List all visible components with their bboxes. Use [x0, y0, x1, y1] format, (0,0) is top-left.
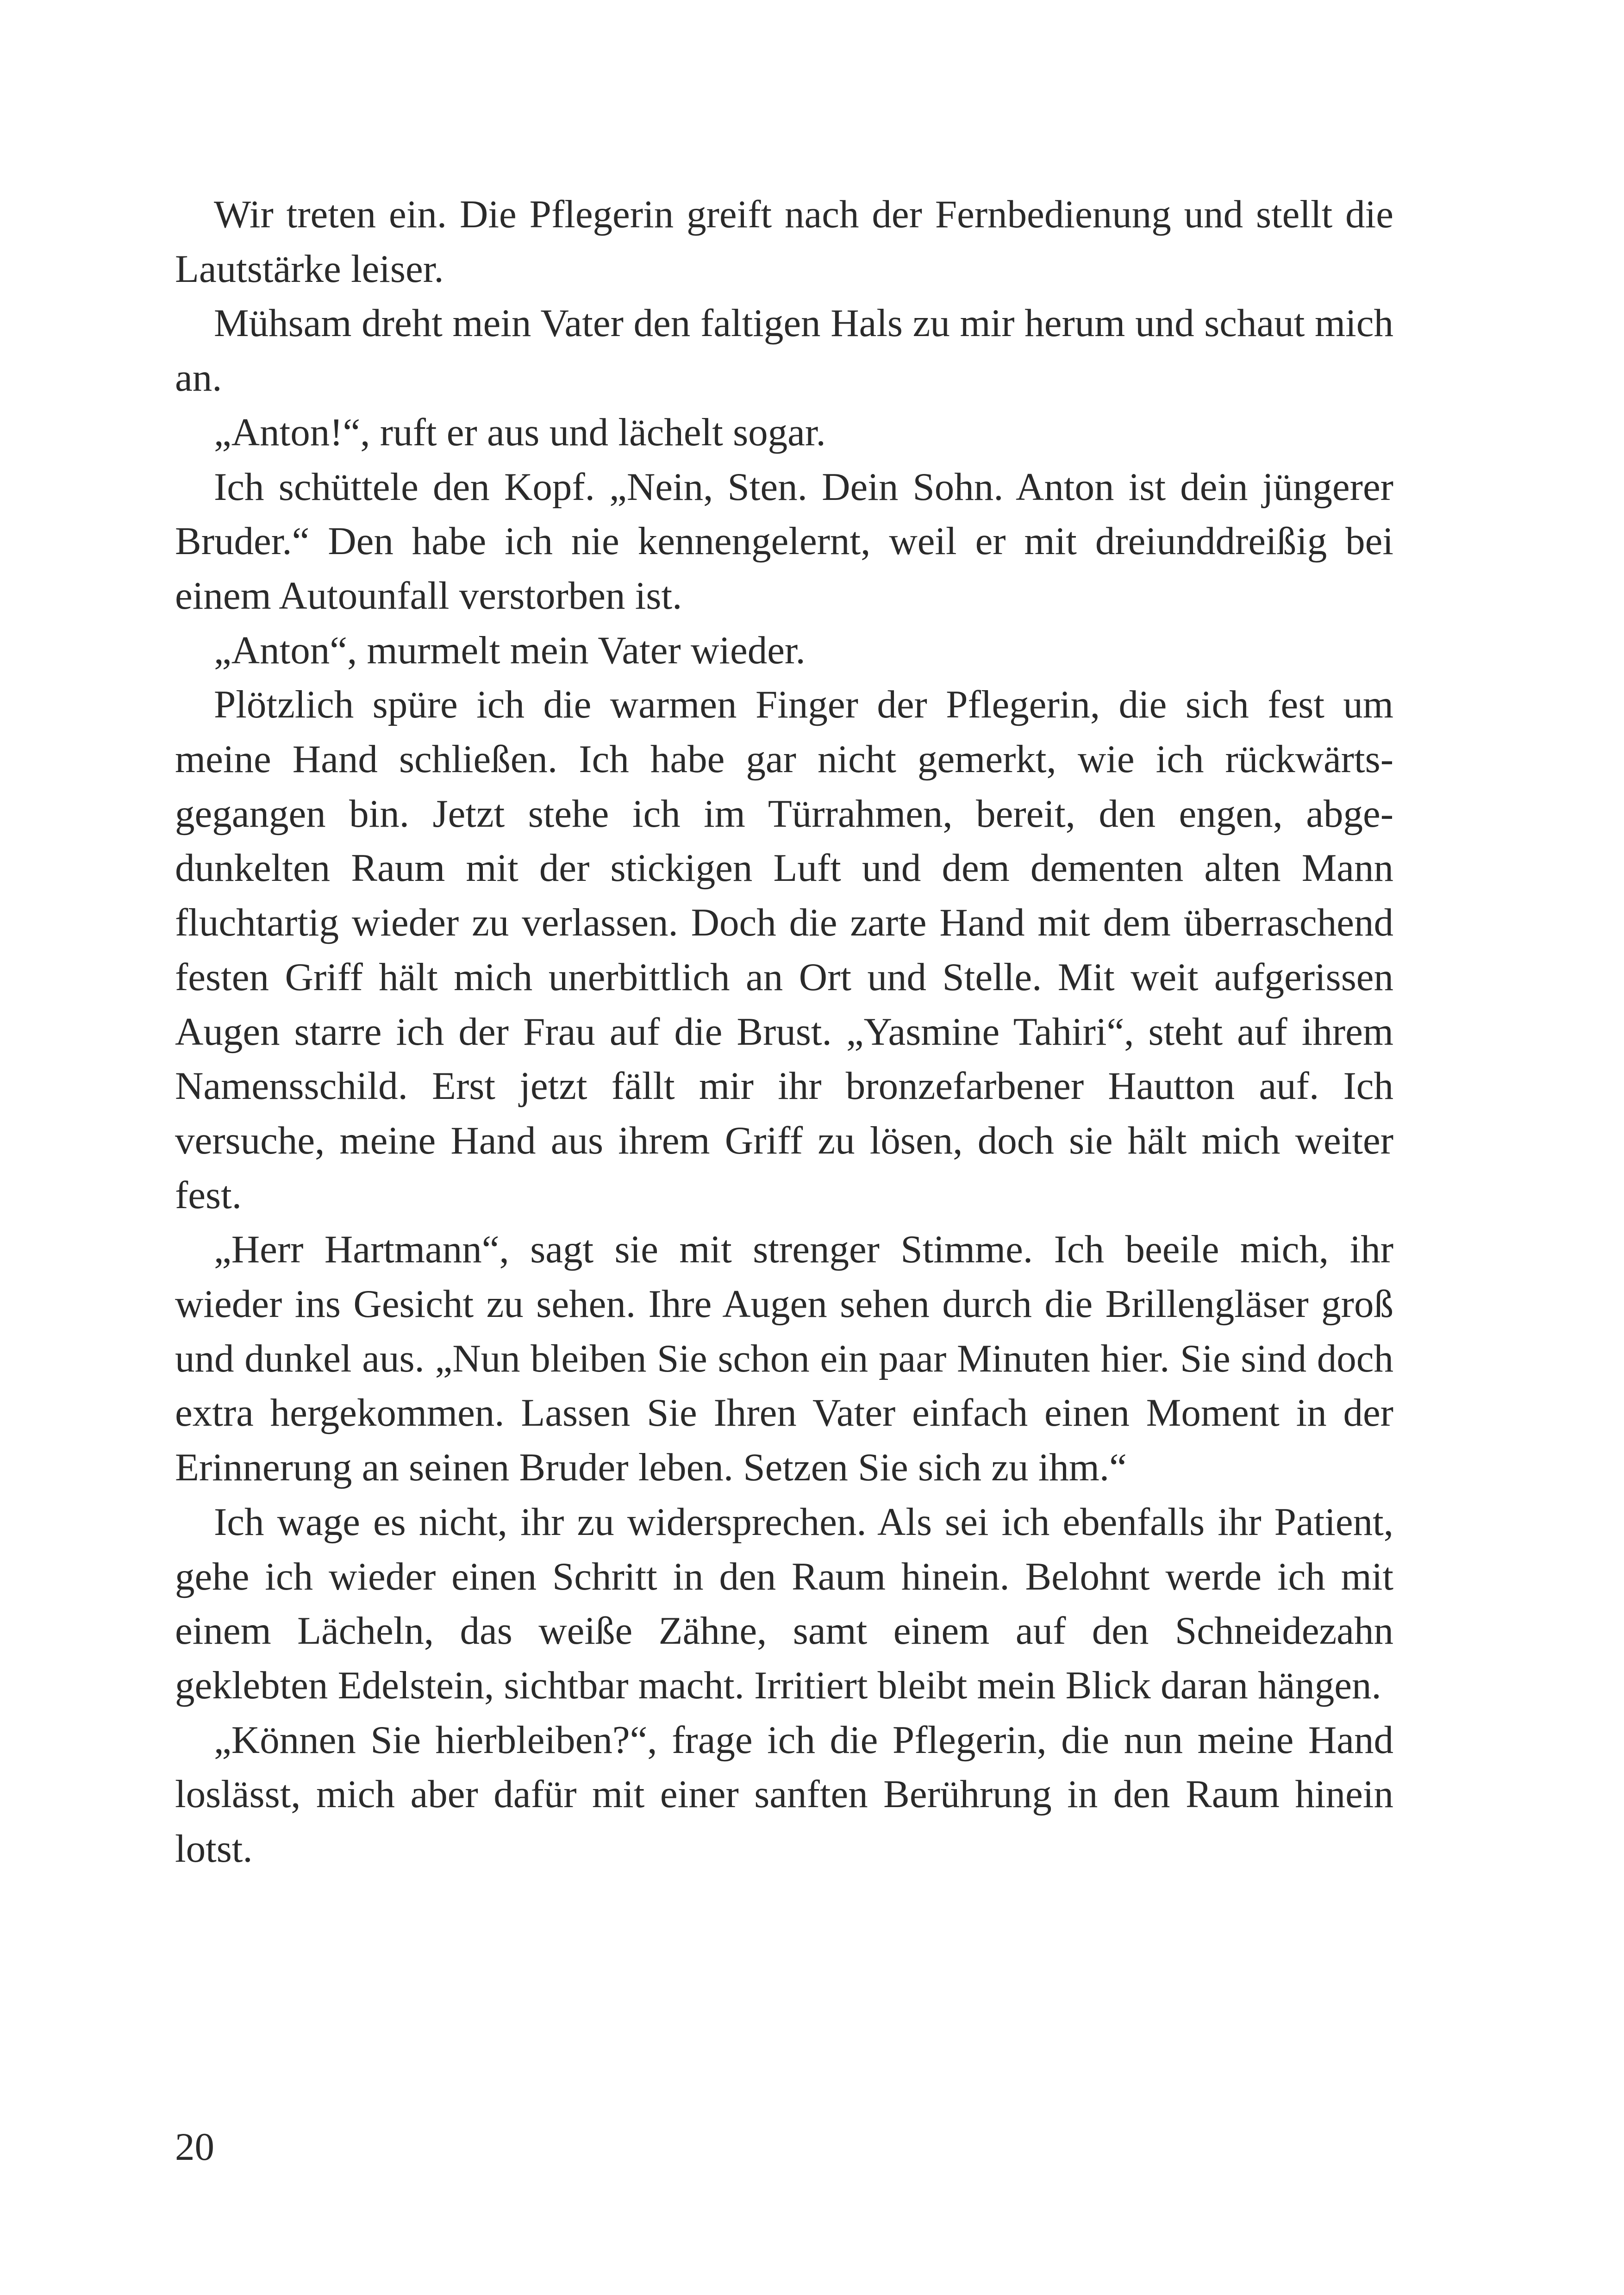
paragraph: „Herr Hartmann“, sagt sie mit strenger Stimme. Ich beeile mich, ihr wieder ins Gesicht zu sehen. Ihre Augen sehen durch die Brillengläser groß und dunkel aus. „Nun bleiben Sie schon ein paar Minuten hier. Sie sind doch extra hergekommen. Lassen Sie Ihren Vater einfach einen Moment in der Erinnerung an seinen Bruder leben. Setzen Sie sich zu ihm.“: [175, 1228, 1393, 1490]
paragraph: Ich schüttele den Kopf. „Nein, Sten. Dein Sohn. Anton ist dein jüngerer Bruder.“ Den habe ich nie kennengelernt, weil er mit dreiunddreißig bei einem Autounfall verstorben ist.: [175, 465, 1393, 617]
paragraph: Plötzlich spüre ich die warmen Finger der Pflegerin, die sich fest um meine Hand schließen. Ich habe gar nicht gemerkt, wie ich rückwärtsgegangen bin. Jetzt stehe ich im Türrahmen, bereit, den engen, abgedunkelten Raum mit der stickigen Luft und dem dementen alten Mann fluchtartig wieder zu verlassen. Doch die zarte Hand mit dem überraschend festen Griff hält mich unerbittlich an Ort und Stelle. Mit weit aufgerissen Augen starre ich der Frau auf die Brust. „Yasmine Tahiri“, steht auf ihrem Namensschild. Erst jetzt fällt mir ihr bronzefarbener Hautton auf. Ich versuche, meine Hand aus ihrem Griff zu lösen, doch sie hält mich weiter fest.: [175, 683, 1393, 1217]
paragraph: „Anton“, murmelt mein Vater wieder.: [214, 628, 806, 672]
paragraph: „Anton!“, ruft er aus und lächelt sogar.: [214, 410, 826, 454]
body-text: [175, 187, 1393, 1877]
paragraph: Ich wage es nicht, ihr zu widersprechen. Als sei ich ebenfalls ihr Patient, gehe ich wieder einen Schritt in den Raum hinein. Belohnt werde ich mit einem Lächeln, das weiße Zähne, samt einem auf den Schneidezahn geklebten Edelstein, sichtbar macht. Irritiert bleibt mein Blick daran hängen.: [175, 1500, 1393, 1707]
paragraph: „Können Sie hierbleiben?“, frage ich die Pflegerin, die nun meine Hand loslässt, mich aber dafür mit einer sanften Berührung in den Raum hinein lotst.: [175, 1718, 1393, 1871]
page-number: 20: [175, 2125, 214, 2169]
paragraph: Mühsam dreht mein Vater den faltigen Hals zu mir herum und schaut mich an.: [175, 301, 1393, 400]
paragraph: Wir treten ein. Die Pflegerin greift nach der Fernbedienung und stellt die Lautstärke leiser.: [175, 193, 1393, 291]
